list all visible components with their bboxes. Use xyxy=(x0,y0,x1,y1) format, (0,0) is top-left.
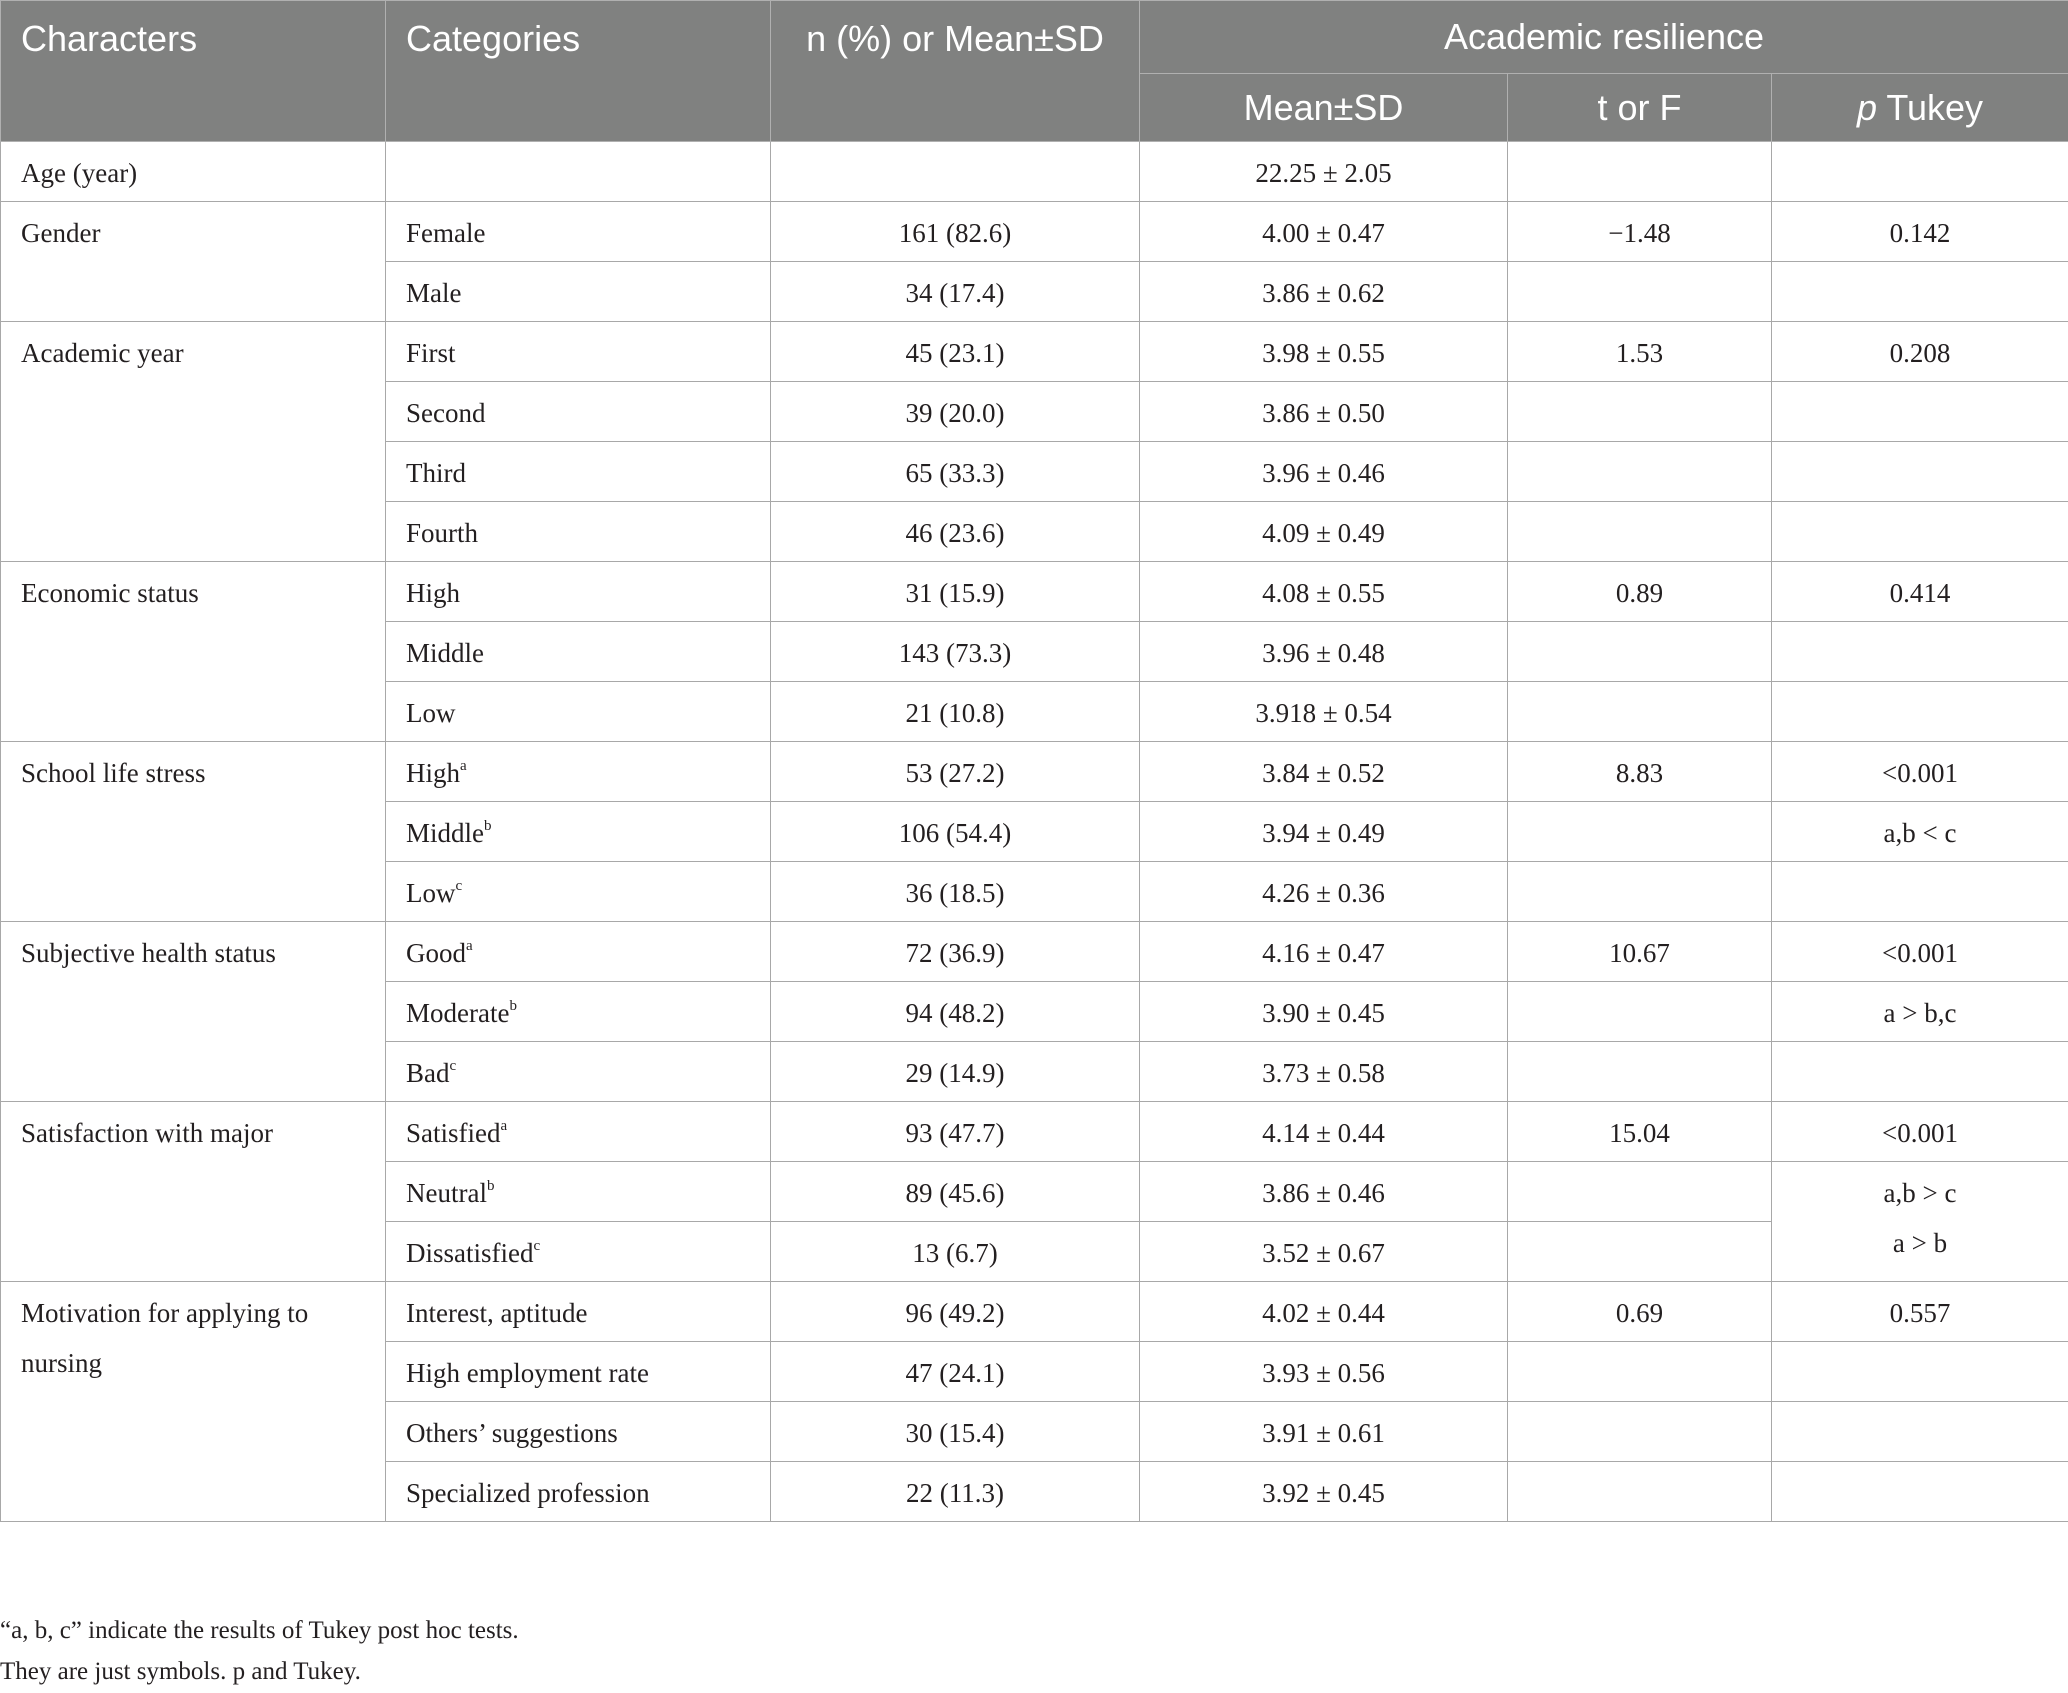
row-t: 10.67 xyxy=(1508,922,1772,982)
row-category: Others’ suggestions xyxy=(386,1402,771,1462)
row-mean-sd: 4.02 ± 0.44 xyxy=(1140,1282,1508,1342)
row-n: 93 (47.7) xyxy=(771,1102,1140,1162)
row-p xyxy=(1772,862,2068,922)
row-t xyxy=(1508,622,1772,682)
row-p: 0.557 xyxy=(1772,1282,2068,1342)
row-p: <0.001 xyxy=(1772,922,2068,982)
category-label: High xyxy=(406,758,460,788)
row-mean-sd: 22.25 ± 2.05 xyxy=(1140,142,1508,202)
row-characteristic: Age (year) xyxy=(1,142,386,202)
row-mean-sd: 4.09 ± 0.49 xyxy=(1140,502,1508,562)
row-p: 0.414 xyxy=(1772,562,2068,622)
header-tukey-text: Tukey xyxy=(1876,86,1984,128)
category-label: Bad xyxy=(406,1058,450,1088)
row-category: First xyxy=(386,322,771,382)
row-mean-sd: 3.93 ± 0.56 xyxy=(1140,1342,1508,1402)
row-n: 89 (45.6) xyxy=(771,1162,1140,1222)
row-t: 1.53 xyxy=(1508,322,1772,382)
row-mean-sd: 4.00 ± 0.47 xyxy=(1140,202,1508,262)
header-p-letter: p xyxy=(1856,86,1877,128)
row-n: 30 (15.4) xyxy=(771,1402,1140,1462)
row-category: Low xyxy=(386,682,771,742)
tukey-result-line: a,b > c xyxy=(1883,1178,1957,1208)
row-category: Third xyxy=(386,442,771,502)
row-mean-sd: 3.90 ± 0.45 xyxy=(1140,982,1508,1042)
row-mean-sd: 3.52 ± 0.67 xyxy=(1140,1222,1508,1282)
row-t xyxy=(1508,382,1772,442)
row-category xyxy=(386,802,771,862)
table-row xyxy=(1,922,2068,982)
row-p xyxy=(1772,682,2068,742)
row-p xyxy=(1772,1462,2068,1522)
row-t: −1.48 xyxy=(1508,202,1772,262)
row-t xyxy=(1508,682,1772,742)
row-mean-sd: 4.26 ± 0.36 xyxy=(1140,862,1508,922)
category-label: Moderate xyxy=(406,998,510,1028)
category-label: Good xyxy=(406,938,466,968)
row-t xyxy=(1508,502,1772,562)
row-n: 53 (27.2) xyxy=(771,742,1140,802)
tukey-symbol: a xyxy=(466,938,473,954)
row-t xyxy=(1508,1462,1772,1522)
row-t: 8.83 xyxy=(1508,742,1772,802)
row-category xyxy=(386,1102,771,1162)
row-n: 34 (17.4) xyxy=(771,262,1140,322)
header-n-percent: n (%) or Mean±SD xyxy=(771,1,1140,142)
row-category: Interest, aptitude xyxy=(386,1282,771,1342)
row-n xyxy=(771,142,1140,202)
table-row xyxy=(1,322,2068,382)
tukey-symbol: b xyxy=(486,1178,495,1194)
row-t xyxy=(1508,1042,1772,1102)
row-characteristic: School life stress xyxy=(1,742,386,922)
table-row xyxy=(1,1282,2068,1342)
tukey-symbol: c xyxy=(533,1238,541,1254)
row-p xyxy=(1772,1342,2068,1402)
row-category: High employment rate xyxy=(386,1342,771,1402)
row-n: 29 (14.9) xyxy=(771,1042,1140,1102)
row-mean-sd: 4.16 ± 0.47 xyxy=(1140,922,1508,982)
category-label: Neutral xyxy=(406,1178,487,1208)
table-body xyxy=(1,142,2068,1522)
row-category xyxy=(386,862,771,922)
header-categories: Categories xyxy=(386,1,771,142)
row-category: Second xyxy=(386,382,771,442)
row-p xyxy=(1772,502,2068,562)
row-n: 106 (54.4) xyxy=(771,802,1140,862)
tukey-symbol: a xyxy=(460,758,467,774)
row-mean-sd: 3.94 ± 0.49 xyxy=(1140,802,1508,862)
tukey-symbol: a xyxy=(500,1118,508,1134)
row-characteristic: Motivation for applying to nursing xyxy=(1,1282,386,1522)
header-mean-sd: Mean±SD xyxy=(1140,74,1508,142)
row-n: 39 (20.0) xyxy=(771,382,1140,442)
row-category xyxy=(386,1042,771,1102)
row-n: 36 (18.5) xyxy=(771,862,1140,922)
table-row xyxy=(1,1102,2068,1162)
tukey-symbol: c xyxy=(455,878,463,894)
row-tukey-result: a > b,c xyxy=(1772,982,2068,1042)
row-category xyxy=(386,982,771,1042)
row-n: 45 (23.1) xyxy=(771,322,1140,382)
row-p xyxy=(1772,382,2068,442)
row-t xyxy=(1508,142,1772,202)
row-n: 22 (11.3) xyxy=(771,1462,1140,1522)
row-mean-sd: 3.86 ± 0.50 xyxy=(1140,382,1508,442)
row-n: 31 (15.9) xyxy=(771,562,1140,622)
row-t xyxy=(1508,862,1772,922)
row-mean-sd: 3.91 ± 0.61 xyxy=(1140,1402,1508,1462)
row-category: Specialized profession xyxy=(386,1462,771,1522)
tukey-symbol: b xyxy=(509,998,517,1014)
footnote-line-2: They are just symbols. p and Tukey. xyxy=(0,1658,361,1685)
table-row xyxy=(1,562,2068,622)
row-n: 161 (82.6) xyxy=(771,202,1140,262)
row-category xyxy=(386,1222,771,1282)
row-n: 96 (49.2) xyxy=(771,1282,1140,1342)
row-mean-sd: 3.84 ± 0.52 xyxy=(1140,742,1508,802)
row-t xyxy=(1508,982,1772,1042)
row-n: 94 (48.2) xyxy=(771,982,1140,1042)
row-n: 72 (36.9) xyxy=(771,922,1140,982)
row-category: Female xyxy=(386,202,771,262)
row-category: Middle xyxy=(386,622,771,682)
row-characteristic: Satisfaction with major xyxy=(1,1102,386,1282)
row-category xyxy=(386,922,771,982)
row-characteristic: Economic status xyxy=(1,562,386,742)
row-p: <0.001 xyxy=(1772,742,2068,802)
row-n: 65 (33.3) xyxy=(771,442,1140,502)
row-mean-sd: 3.73 ± 0.58 xyxy=(1140,1042,1508,1102)
row-p: 0.208 xyxy=(1772,322,2068,382)
footnote-line-1: “a, b, c” indicate the results of Tukey post hoc tests. xyxy=(0,1617,519,1644)
row-mean-sd: 3.86 ± 0.62 xyxy=(1140,262,1508,322)
row-t xyxy=(1508,802,1772,862)
row-category: Male xyxy=(386,262,771,322)
header-academic-resilience: Academic resilience xyxy=(1140,1,2068,74)
row-p: 0.142 xyxy=(1772,202,2068,262)
row-p xyxy=(1772,1402,2068,1462)
tukey-result-line: a > b xyxy=(1892,1228,1948,1258)
tukey-symbol: b xyxy=(484,818,492,834)
row-t xyxy=(1508,1162,1772,1222)
row-mean-sd: 4.08 ± 0.55 xyxy=(1140,562,1508,622)
row-p xyxy=(1772,1042,2068,1102)
row-category xyxy=(386,142,771,202)
category-label: Dissatisfied xyxy=(406,1238,534,1268)
category-label: Low xyxy=(406,878,456,908)
row-n: 21 (10.8) xyxy=(771,682,1140,742)
row-mean-sd: 3.86 ± 0.46 xyxy=(1140,1162,1508,1222)
category-label: Satisfied xyxy=(406,1118,501,1148)
row-n: 13 (6.7) xyxy=(771,1222,1140,1282)
row-n: 47 (24.1) xyxy=(771,1342,1140,1402)
category-label: Middle xyxy=(406,818,484,848)
header-p-tukey xyxy=(1772,74,2068,142)
row-t xyxy=(1508,1402,1772,1462)
row-tukey-result: a,b < c xyxy=(1772,802,2068,862)
row-mean-sd: 3.918 ± 0.54 xyxy=(1140,682,1508,742)
row-p xyxy=(1772,262,2068,322)
row-category: High xyxy=(386,562,771,622)
row-mean-sd: 4.14 ± 0.44 xyxy=(1140,1102,1508,1162)
row-t xyxy=(1508,1222,1772,1282)
row-characteristic: Academic year xyxy=(1,322,386,562)
row-mean-sd: 3.92 ± 0.45 xyxy=(1140,1462,1508,1522)
header-t-or-f: t or F xyxy=(1508,74,1772,142)
table-row xyxy=(1,202,2068,262)
table-row xyxy=(1,142,2068,202)
row-category xyxy=(386,742,771,802)
table-row xyxy=(1,742,2068,802)
row-t: 15.04 xyxy=(1508,1102,1772,1162)
table-header xyxy=(1,1,2068,142)
tukey-symbol: c xyxy=(449,1058,457,1074)
row-p xyxy=(1772,142,2068,202)
row-mean-sd: 3.96 ± 0.46 xyxy=(1140,442,1508,502)
row-n: 46 (23.6) xyxy=(771,502,1140,562)
row-t xyxy=(1508,262,1772,322)
header-characters: Characters xyxy=(1,1,386,142)
row-p xyxy=(1772,442,2068,502)
row-t: 0.89 xyxy=(1508,562,1772,622)
row-n: 143 (73.3) xyxy=(771,622,1140,682)
row-t xyxy=(1508,442,1772,502)
row-p xyxy=(1772,622,2068,682)
row-mean-sd: 3.98 ± 0.55 xyxy=(1140,322,1508,382)
row-t xyxy=(1508,1342,1772,1402)
row-t: 0.69 xyxy=(1508,1282,1772,1342)
row-characteristic: Subjective health status xyxy=(1,922,386,1102)
row-tukey-result xyxy=(1772,1162,2068,1282)
row-mean-sd: 3.96 ± 0.48 xyxy=(1140,622,1508,682)
row-p: <0.001 xyxy=(1772,1102,2068,1162)
row-characteristic: Gender xyxy=(1,202,386,322)
row-category: Fourth xyxy=(386,502,771,562)
row-category xyxy=(386,1162,771,1222)
